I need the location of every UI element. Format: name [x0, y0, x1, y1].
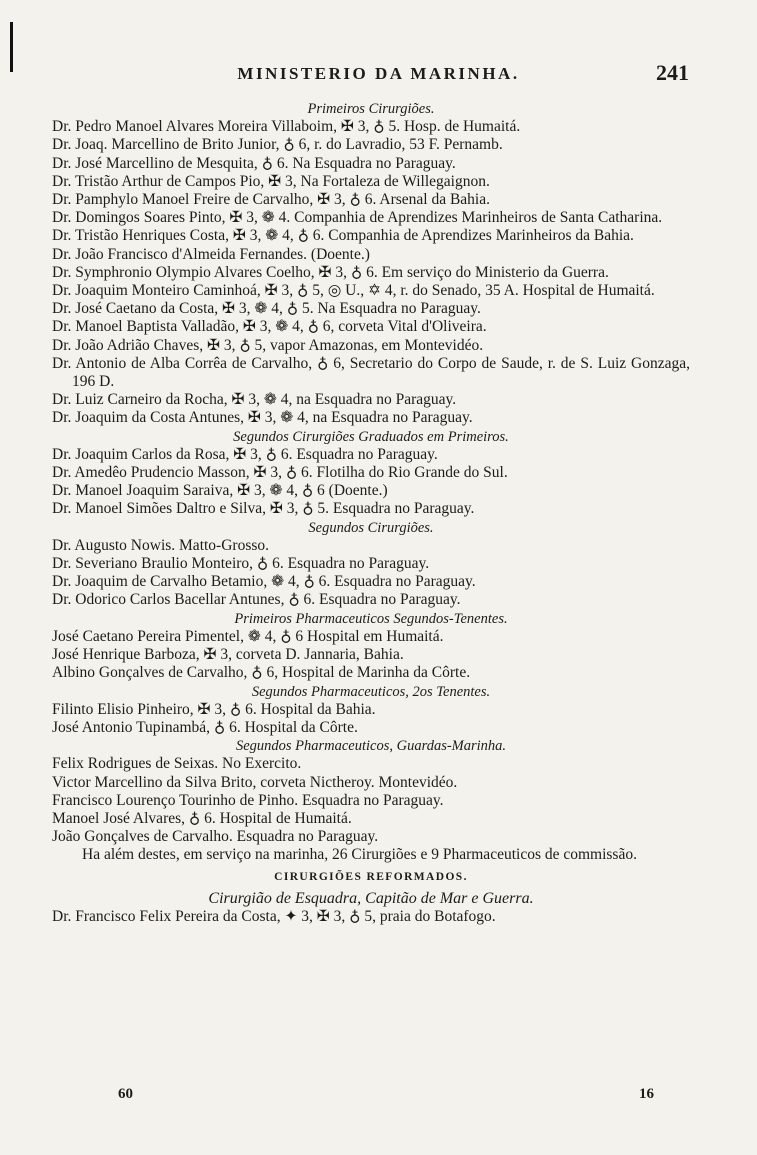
- roster-entry: Francisco Lourenço Tourinho de Pinho. Esquadra no Paraguay.: [52, 791, 444, 809]
- roster-entry: Dr. Domingos Soares Pinto, ✠ 3, ❁ 4. Companhia de Aprendizes Marinheiros de Santa Catharina.: [52, 209, 663, 227]
- running-title: MINISTERIO DA MARINHA.: [237, 64, 520, 83]
- roster-entry: Dr. Tristão Henriques Costa, ✠ 3, ❁ 4, ♁ 6. Companhia de Aprendizes Marinheiros da Bahia.: [52, 227, 634, 245]
- roster-entry: Dr. João Francisco d'Almeida Fernandes. (Doente.): [52, 245, 370, 263]
- section-heading: Primeiros Cirurgiões.: [307, 101, 435, 117]
- roster-entry: Dr. José Caetano da Costa, ✠ 3, ❁ 4, ♁ 5. Na Esquadra no Paraguay.: [52, 300, 481, 318]
- section-heading: Segundos Cirurgiões.: [308, 519, 434, 536]
- roster-entry: Dr. Severiano Braulio Monteiro, ♁ 6. Esquadra no Paraguay.: [52, 555, 430, 573]
- roster-entry: Victor Marcellino da Silva Brito, corveta Nictheroy. Montevidéo.: [52, 773, 458, 791]
- roster-entry: José Henrique Barboza, ✠ 3, corveta D. Jannaria, Bahia.: [52, 646, 404, 664]
- roster-entry: Dr. Augusto Nowis. Matto-Grosso.: [52, 536, 270, 554]
- roster-entry: Dr. Manoel Baptista Valladão, ✠ 3, ❁ 4, ♁ 6, corveta Vital d'Oliveira.: [52, 318, 487, 336]
- roster-entry: Dr. Joaq. Marcellino de Brito Junior, ♁ 6, r. do Lavradio, 53 F. Pernamb.: [52, 136, 503, 154]
- page-number: 241: [656, 60, 689, 85]
- roster-entry: Dr. Tristão Arthur de Campos Pio, ✠ 3, Na Fortaleza de Willegaignon.: [52, 172, 490, 190]
- roster-entry: José Caetano Pereira Pimentel, ❁ 4, ♁ 6 Hospital em Humaitá.: [52, 627, 444, 645]
- roster-entry: Dr. Joaquim de Carvalho Betamio, ❁ 4, ♁ 6. Esquadra no Paraguay.: [52, 573, 476, 591]
- roster-entry: Filinto Elisio Pinheiro, ✠ 3, ♁ 6. Hospital da Bahia.: [52, 700, 376, 718]
- roster-entry: Dr. Amedêo Prudencio Masson, ✠ 3, ♁ 6. Flotilha do Rio Grande do Sul.: [52, 464, 508, 482]
- page-body: [52, 100, 690, 926]
- roster-entry: Dr. Manoel Simões Daltro e Silva, ✠ 3, ♁ 5. Esquadra no Paraguay.: [52, 500, 475, 518]
- roster-entry: Dr. Manoel Joaquim Saraiva, ✠ 3, ❁ 4, ♁ 6 (Doente.): [52, 482, 388, 500]
- note-paragraph: Ha além destes, em serviço na marinha, 26 Cirurgiões e 9 Pharmaceuticos de commissão.: [82, 846, 637, 864]
- roster-entry: Dr. Antonio de Alba Corrêa de Carvalho, ♁ 6, Secretario do Corpo de Saude, r. de S. Luiz Gonzaga, 196 D.: [52, 354, 690, 391]
- section-heading: Segundos Pharmaceuticos, Guardas-Marinha.: [235, 738, 507, 755]
- page-header: [0, 60, 757, 88]
- page-footer: [100, 1086, 660, 1108]
- roster-entry: Manoel José Alvares, ♁ 6. Hospital de Humaitá.: [52, 809, 352, 827]
- roster-entry: Dr. Pedro Manoel Alvares Moreira Villaboim, ✠ 3, ♁ 5. Hosp. de Humaitá.: [52, 118, 521, 136]
- roster-entry: Dr. Odorico Carlos Bacellar Antunes, ♁ 6. Esquadra no Paraguay.: [52, 591, 461, 609]
- subsection-heading: Cirurgião de Esquadra, Capitão de Mar e Guerra.: [208, 889, 534, 907]
- roster-entry: Dr. João Adrião Chaves, ✠ 3, ♁ 5, vapor Amazonas, em Montevidéo.: [52, 336, 484, 354]
- signature-mark: 60: [118, 1086, 133, 1102]
- roster-entry: João Gonçalves de Carvalho. Esquadra no Paraguay.: [52, 828, 379, 846]
- roster-entry: Felix Rodrigues de Seixas. No Exercito.: [52, 755, 302, 773]
- roster-entry: Dr. Francisco Felix Pereira da Costa, ✦ 3, ✠ 3, ♁ 5, praia do Botafogo.: [52, 907, 496, 925]
- section-heading-caps: CIRURGIÕES REFORMADOS.: [274, 870, 468, 883]
- roster-entry: Dr. Joaquim da Costa Antunes, ✠ 3, ❁ 4, na Esquadra no Paraguay.: [52, 409, 473, 427]
- section-heading: Segundos Pharmaceuticos, 2os Tenentes.: [251, 683, 491, 700]
- section-heading: Primeiros Pharmaceuticos Segundos-Tenentes.: [234, 610, 508, 627]
- roster-entry: Dr. Luiz Carneiro da Rocha, ✠ 3, ❁ 4, na Esquadra no Paraguay.: [52, 391, 457, 409]
- roster-entry: José Antonio Tupinambá, ♁ 6. Hospital da Côrte.: [52, 718, 358, 736]
- roster-entry: Albino Gonçalves de Carvalho, ♁ 6, Hospital de Marinha da Côrte.: [52, 664, 471, 682]
- section-heading: Segundos Cirurgiões Graduados em Primeiros.: [233, 428, 509, 445]
- roster-entry: Dr. Symphronio Olympio Alvares Coelho, ✠ 3, ♁ 6. Em serviço do Ministerio da Guerra.: [52, 263, 609, 281]
- roster-entry: Dr. Joaquim Monteiro Caminhoá, ✠ 3, ♁ 5, ◎ U., ✡ 4, r. do Senado, 35 A. Hospital de Humaitá.: [52, 282, 655, 300]
- sheet-number: 16: [639, 1086, 654, 1102]
- roster-entry: Dr. Joaquim Carlos da Rosa, ✠ 3, ♁ 6. Esquadra no Paraguay.: [52, 445, 438, 463]
- roster-entry: Dr. José Marcellino de Mesquita, ♁ 6. Na Esquadra no Paraguay.: [52, 154, 456, 172]
- roster-entry: Dr. Pamphylo Manoel Freire de Carvalho, ✠ 3, ♁ 6. Arsenal da Bahia.: [52, 191, 490, 209]
